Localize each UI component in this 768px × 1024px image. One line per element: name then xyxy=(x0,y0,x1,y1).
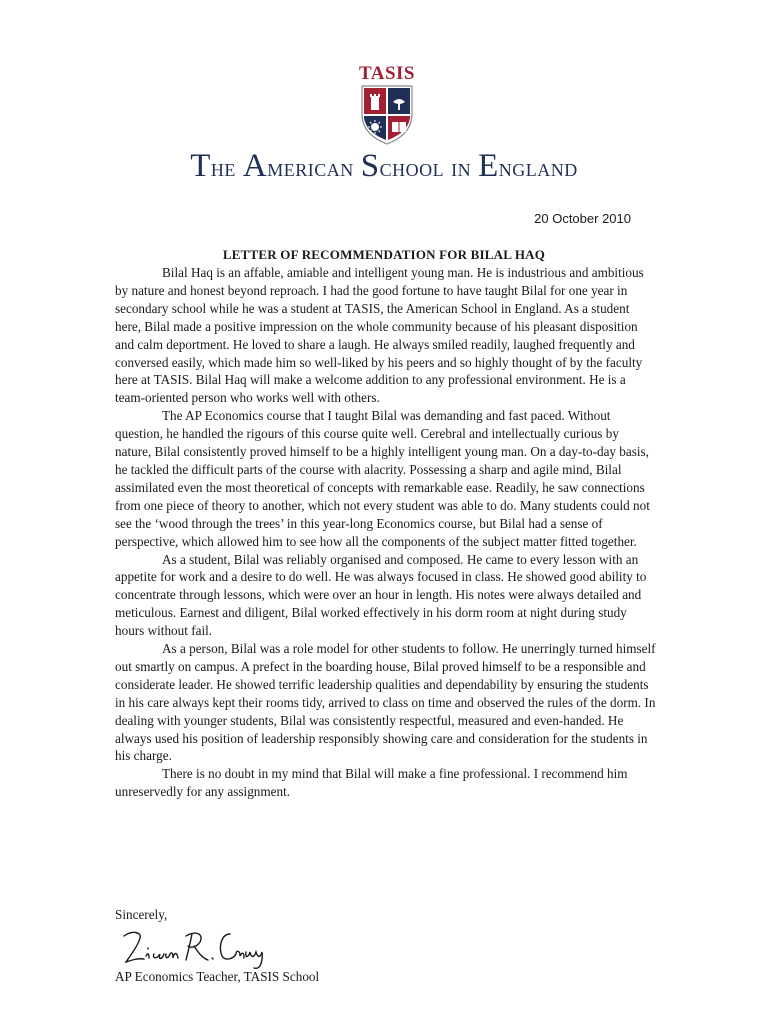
school-name-part: E xyxy=(478,148,499,184)
body-paragraph: Bilal Haq is an affable, amiable and intelligent young man. He is industrious and ambitious by nature and honest beyond reproach. I had the good fortune to have taught Bilal for one year in secondary school while he was a student at TASIS, the American School in England. As a student here, Bilal made a positive impression on the whole community because of his pleasant disposition and calm deportment. He loved to share a laugh. He always smiled readily, laughed frequently and conversed easily, which made him so well-liked by his peers and so highly thought of by the faculty here at TASIS. Bilal Haq will make a welcome addition to any professional environment. He is a team-oriented person who works well with others. xyxy=(115,265,644,406)
school-name-part: merican xyxy=(267,153,361,182)
school-name xyxy=(0,150,768,184)
school-name-part: S xyxy=(360,148,380,184)
body-paragraph: As a person, Bilal was a role model for other students to follow. He unerringly turned himself out smartly on campus. A prefect in the boarding house, Bilal proved himself to be a responsible and considerate leader. He showed terrific leadership qualities and dependability by ensuring the students in his care always kept their rooms tidy, arrived to class on time and observed the rules of the dorm. In dealing with younger students, Bilal was consistently respectful, measured and even-handed. He always used his position of leadership responsibly showing care and consideration for the students in his charge. xyxy=(115,641,656,764)
crest-wordmark: TASIS xyxy=(358,63,415,84)
school-crest xyxy=(352,64,422,148)
school-name-part: A xyxy=(242,148,268,184)
handwritten-signature xyxy=(118,922,268,970)
body-paragraph: As a student, Bilal was reliably organised and composed. He came to every lesson with an appetite for work and a desire to do well. He was always focused in class. He showed good ability to concentrate through lessons, which were over an hour in length. His notes were always detailed and meticulous. Earnest and diligent, Bilal worked effectively in his dorm room at night during study hours without fail. xyxy=(115,551,647,639)
body-paragraph: The AP Economics course that I taught Bilal was demanding and fast paced. Without question, he handled the rigours of this course quite well. Cerebral and intellectually curious by nature, Bilal consistently proved himself to be a highly intelligent young man. On a day-to-day basis, he tackled the difficult parts of the course with alacrity. Possessing a sharp and agile mind, Bilal assimilated even the most theoretical of concepts with remarkable ease. Readily, he saw connections from one piece of theory to another, which not every student was able to do. Many students could not see the ‘wood through the trees’ in this year-long Economics course, but Bilal had a sense of perspective, which allowed him to see how all the components of the subject matter fitted together. xyxy=(115,408,650,549)
school-name-part: he xyxy=(210,153,243,182)
closing-salutation: Sincerely, xyxy=(115,907,168,922)
signer-title: AP Economics Teacher, TASIS School xyxy=(115,969,320,984)
letter-date: 20 October 2010 xyxy=(534,211,631,226)
school-name-part: T xyxy=(190,148,211,184)
school-name-part: chool in xyxy=(379,153,479,182)
shield-icon xyxy=(360,84,414,146)
school-name-part: ngland xyxy=(498,153,578,182)
letter-title: LETTER OF RECOMMENDATION FOR BILAL HAQ xyxy=(222,247,546,262)
letter-body xyxy=(115,264,657,801)
body-paragraph: There is no doubt in my mind that Bilal will make a fine professional. I recommend him unreservedly for any assignment. xyxy=(115,766,628,800)
